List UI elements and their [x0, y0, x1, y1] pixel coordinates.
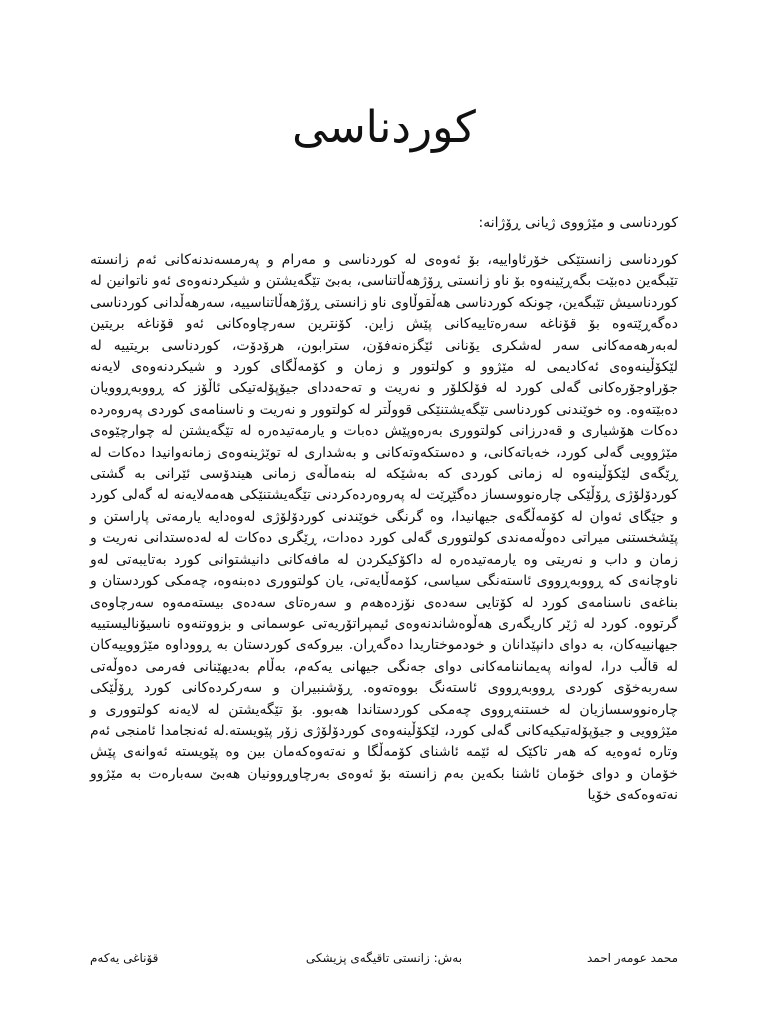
document-footer	[90, 946, 678, 970]
footer-stage: قۆناغی یەکەم	[90, 951, 159, 965]
document-body-paragraph: کوردناسی زانستێکی خۆرئاواییە، بۆ ئەوەی لە کوردناسی و مەرام و پەرمسەندنەکانی ئەم زانستە تێبگەین دەبێت بگەڕێینەوە بۆ ناو زانستی ڕۆژهەڵاتناسی، بەبێ تێگەیشتن و شیکردنەوەی ئەو ناتوانین لە کوردناسیش تێبگەین، چونکە کوردناسی هەڵقوڵاوی ناو زانستی ڕۆژهەڵاتناسییە، سەرهەڵدانی کوردناسی دەگەڕێتەوە بۆ قۆناغە سەرەتاییەکانی پێش زاین. کۆنترین سەرچاوەکانی ئەو قۆناغە بریتین لەبەرهەمەکانی سەر لەشکری یۆنانی ئێگزەنەفۆن، سترابون، هرۆدۆت، کوردناسی بریتییە لە لێکۆڵینەوەی ئەکادیمی لە مێژوو و کولتوور و زمان و کۆمەڵگای کورد و شیکردنەوەی لایەنە جۆراوجۆرەکانی گەلی کورد لە فۆلکلۆر و نەریت و تەحەددای جیۆپۆلەتیکی ئاڵۆز کە ڕووبەڕوویان دەبێتەوە. وە خوێندنی کوردناسی تێگەیشتنێکی قووڵتر لە کولتوور و نەریت و ناسنامەی کوردی پەروەردە دەکات هۆشیاری و قەدرزانی کولتووری بەرەوپێش دەبات و یارمەتیدەرە لە تێگەیشتن لە چوارچێوەی مێژوویی گەلی کورد، خەباتەکانی، و دەستکەوتەکانی و بەشداری لە توێژینەوەی زمانەوانیدا دەکات لە ڕێگەی لێکۆڵینەوە لە زمانی کوردی کە بەشێکە لە بنەماڵەی زمانی هیندۆسی ئێرانی بە گشتی کوردۆلۆژی ڕۆڵێکی چارەنووسساز دەگێڕێت لە پەروەردەکردنی تێگەیشتنێکی هەمەلایەنە لە گەلی کورد و جێگای ئەوان لە کۆمەڵگەی جیهانیدا، وە گرنگی خوێندنی کوردۆلۆژی لەوەدایە یارمەتی پاراستن و پێشخستنی میراتی دەوڵەمەندی کولتووری گەلی کورد دەدات، ڕێگری دەکات لە لەدەستدانی نەریت و زمان و داب و نەریتی وە یارمەتیدەرە لە داکۆکیکردن لە مافەکانی دانیشتوانی کورد بەتایبەتی لەو ناوچانەی کە ڕووبەڕووی ئاستەنگی سیاسی، کۆمەڵایەتی، یان کولتووری دەبنەوە، چەمکی کوردستان و بناغەی ناسنامەی کورد لە کۆتایی سەدەی نۆزدەهەم و سەرەتای سەدەی بیستەمەوە سەرچاوەی گرتووە. کورد لە ژێر کاریگەری هەڵوەشاندنەوەی ئیمپراتۆریەتی عوسمانی و بزووتنەوە ناسیۆنالیستییە جیهانییەکان، بە دوای دانپێدانان و خودموختاریدا دەگەڕان. بیروکەی کوردستان بە ڕووداوە مێژووییەکان لە قاڵب درا، لەوانە پەیماننامەکانی دوای جەنگی جیهانی یەکەم، بەڵام بەدیهێنانی فەرمی دەوڵەتی سەربەخۆی کوردی ڕووبەڕووی ئاستەنگ بووەتەوە. ڕۆشنبیران و سەرکردەکانی کورد ڕۆڵێکی چارەنووسسازیان لە خستنەڕووی چەمکی کوردستاندا هەبوو. بۆ تێگەیشتن لە لایەنە کولتووری و مێژوویی و جیۆپۆلەتیکیەکانی گەلی کورد، لێکۆڵینەوەی کوردۆلۆژی زۆر پێویستە.لە ئەنجامدا ئامنجی ئەم وتارە ئەوەیە کە هەر تاکێک لە ئێمە ئاشنای کۆمەڵگا و نەتەوەکەمان بین وە پێویستە ئەوانەی پێش خۆمان و دوای خۆمان ئاشنا بکەین بەم زانستە بۆ ئەوەی بەرچاوڕوونیان هەبێ سەبارەت بە مێژوو نەتەوەکەی خۆیا	[90, 252, 678, 804]
document-subtitle: کوردناسی و مێژووی ژیانی ڕۆژانە:	[478, 215, 678, 231]
footer-author: محمد عومەر احمد	[586, 951, 678, 965]
document-title: کوردناسی	[292, 102, 476, 153]
footer-department: بەش: زانستی تاقیگەی پزیشکی	[305, 951, 463, 965]
